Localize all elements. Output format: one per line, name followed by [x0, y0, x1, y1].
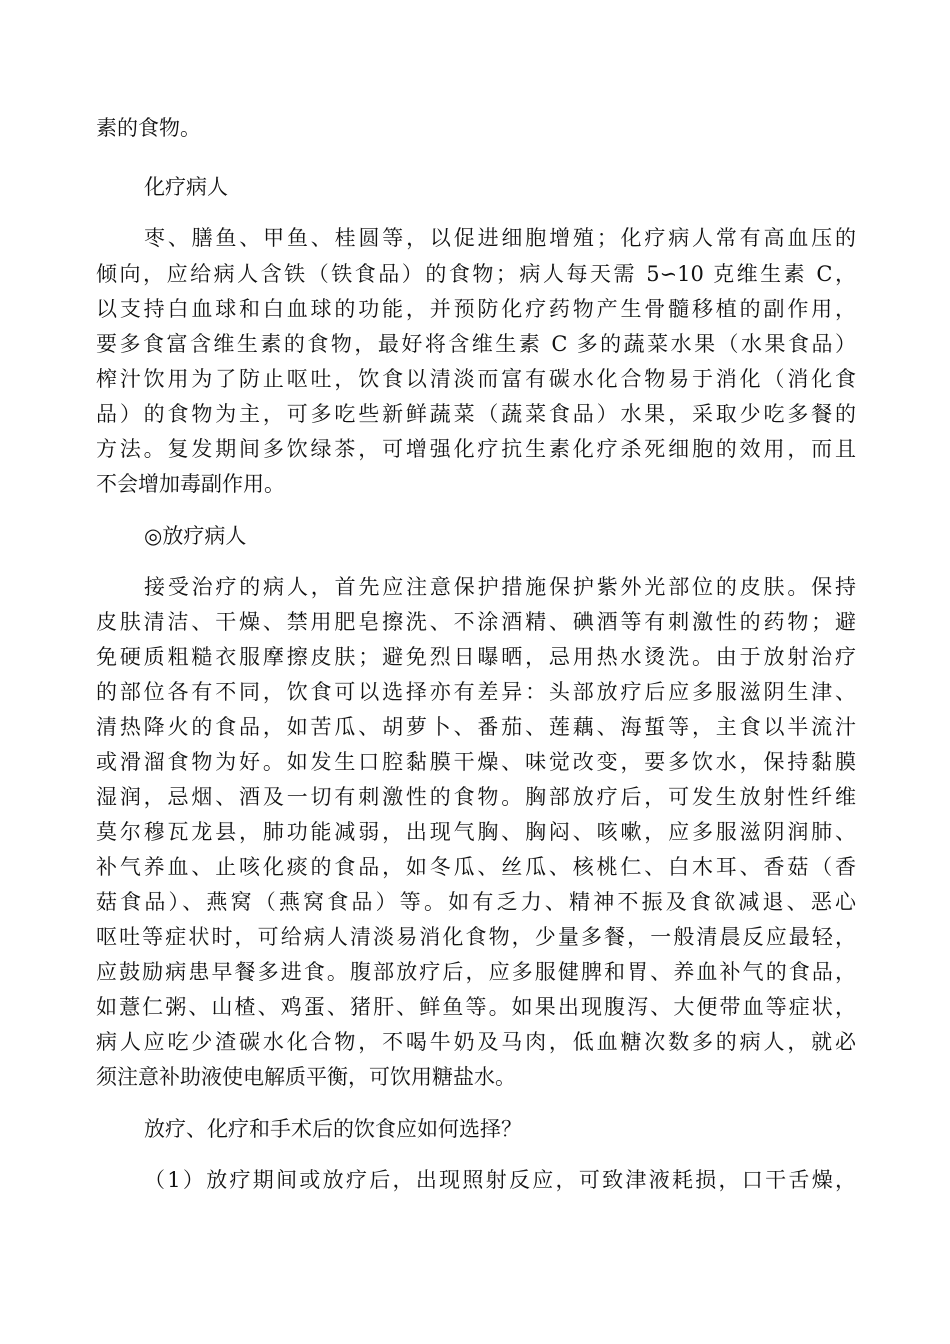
text-line: 如薏仁粥、山楂、鸡蛋、猪肝、鲜鱼等。如果出现腹泻、大便带血等症状，: [96, 995, 856, 1019]
text-line: 应鼓励病患早餐多进食。腹部放疗后，应多服健脾和胃、养血补气的食品，: [96, 960, 856, 984]
text-line: 方法。复发期间多饮绿茶，可增强化疗抗生素化疗杀死细胞的效用，而且: [96, 437, 856, 461]
text-line: 须注意补助液使电解质平衡，可饮用糖盐水。: [96, 1065, 516, 1089]
text-line: 病人应吃少渣碳水化合物，不喝牛奶及马肉，低血糖次数多的病人，就必: [96, 1030, 856, 1054]
text-line: 接受治疗的病人，首先应注意保护措施保护紫外光部位的皮肤。保持: [144, 575, 856, 599]
text-line: 或滑溜食物为好。如发生口腔黏膜干燥、味觉改变，要多饮水，保持黏膜: [96, 750, 856, 774]
text-line: 以支持白血球和白血球的功能，并预防化疗药物产生骨髓移植的副作用，: [96, 297, 856, 321]
text-line: 呕吐等症状时，可给病人清淡易消化食物，少量多餐，一般清晨反应最轻，: [96, 925, 856, 949]
section-heading-chemo: 化疗病人: [144, 175, 228, 199]
text-line: 清热降火的食品，如苦瓜、胡萝卜、番茄、莲藕、海蜇等，主食以半流汁: [96, 715, 856, 739]
question-heading: 放疗、化疗和手术后的饮食应如何选择？: [144, 1117, 522, 1141]
text-line: 枣、膳鱼、甲鱼、桂圆等，以促进细胞增殖；化疗病人常有高血压的: [144, 226, 856, 250]
text-line: 不会增加毒副作用。: [96, 472, 285, 496]
text-line: 素的食物。: [96, 116, 201, 140]
text-line: 要多食富含维生素的食物，最好将含维生素 C 多的蔬菜水果（水果食品）: [96, 332, 856, 356]
section-heading-radio: ◎放疗病人: [144, 524, 247, 548]
text-line: 免硬质粗糙衣服摩擦皮肤；避免烈日曝晒，忌用热水烫洗。由于放射治疗: [96, 645, 856, 669]
text-line: （1）放疗期间或放疗后，出现照射反应，可致津液耗损，口干舌燥，: [144, 1168, 856, 1192]
text-line: 的部位各有不同，饮食可以选择亦有差异：头部放疗后应多服滋阴生津、: [96, 680, 856, 704]
text-line: 品）的食物为主，可多吃些新鲜蔬菜（蔬菜食品）水果，采取少吃多餐的: [96, 402, 856, 426]
text-line: 倾向，应给病人含铁（铁食品）的食物；病人每天需 5∽10 克维生素 C，: [96, 262, 856, 286]
text-line: 补气养血、止咳化痰的食品，如冬瓜、丝瓜、核桃仁、白木耳、香菇（香: [96, 855, 856, 879]
text-line: 榨汁饮用为了防止呕吐，饮食以清淡而富有碳水化合物易于消化（消化食: [96, 367, 856, 391]
text-line: 菇食品）、燕窝（燕窝食品）等。如有乏力、精神不振及食欲减退、恶心: [96, 890, 856, 914]
text-line: 湿润，忌烟、酒及一切有刺激性的食物。胸部放疗后，可发生放射性纤维: [96, 785, 856, 809]
text-line: 莫尔穆瓦龙县，肺功能减弱，出现气胸、胸闷、咳嗽，应多服滋阴润肺、: [96, 820, 856, 844]
text-line: 皮肤清洁、干燥、禁用肥皂擦洗、不涂酒精、碘酒等有刺激性的药物；避: [96, 610, 856, 634]
